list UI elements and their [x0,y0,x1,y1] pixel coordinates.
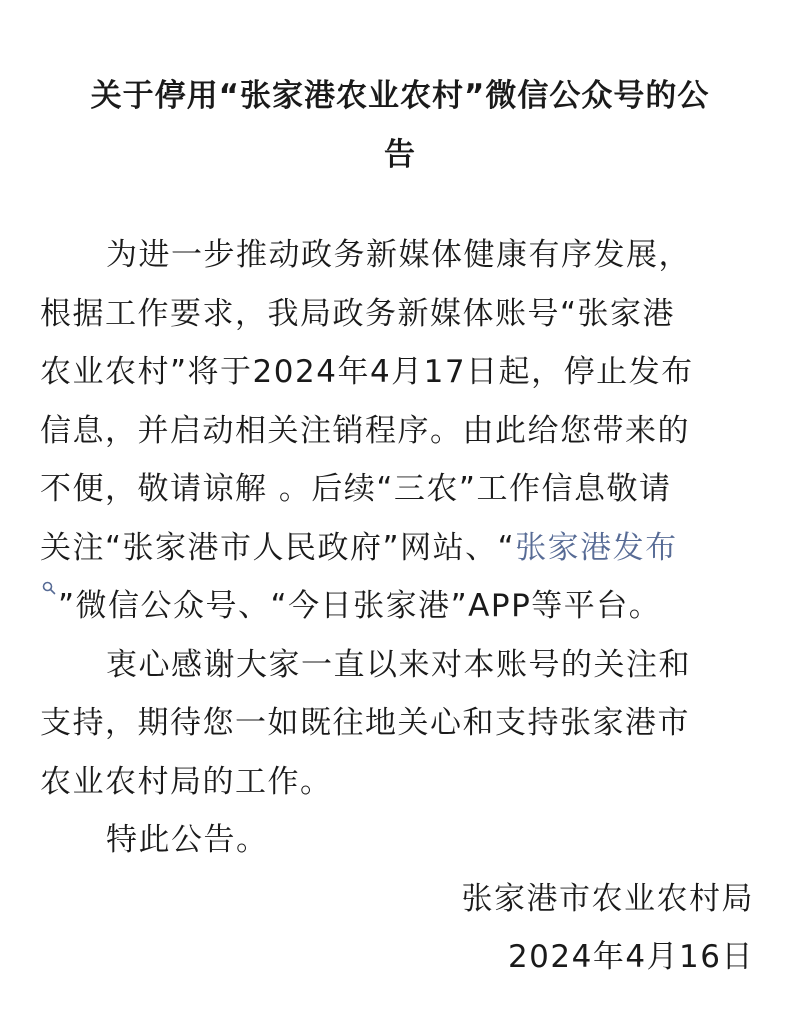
paragraph-1-line-3: 农业农村”将于2024年4月17日起，停止发布 [40,354,694,390]
zjg-fabu-link[interactable]: 张家港发布 [515,529,678,566]
paragraph-1-line-2: 根据工作要求，我局政务新媒体账号“张家港 [40,295,676,332]
search-icon[interactable] [40,577,58,605]
paragraph-1-line-4: 信息，并启动相关注销程序。由此给您带来的 [40,412,690,449]
signing-organization: 张家港市农业农村局 [461,881,754,917]
signature-block [462,870,755,986]
announcement-title [40,66,760,183]
paragraph-1-line-7-text: ”微信公众号、“今日张家港”APP等平台。 [58,588,662,624]
paragraph-1-line-6 [40,519,770,578]
announcement-body [40,226,770,870]
title-line-1: 关于停用“张家港农业农村”微信公众号的公 [90,78,710,114]
paragraph-1-line-6-text: 关注“张家港市人民政府”网站、“ [40,529,516,566]
paragraph-2-line-3: 农业农村局的工作。 [40,763,333,800]
paragraph-1-line-7 [40,577,770,636]
closing-statement: 特此公告。 [106,822,269,858]
paragraph-2-line-2: 支持，期待您一如既往地关心和支持张家港市 [40,705,690,741]
paragraph-1-line-5: 不便，敬请谅解 。后续“三农”工作信息敬请 [40,471,672,507]
title-line-2: 告 [384,136,416,173]
paragraph-1-line-1: 为进一步推动政务新媒体健康有序发展， [106,237,691,273]
signing-date: 2024年4月16日 [507,939,754,975]
paragraph-2-line-1: 衷心感谢大家一直以来对本账号的关注和 [106,646,691,683]
